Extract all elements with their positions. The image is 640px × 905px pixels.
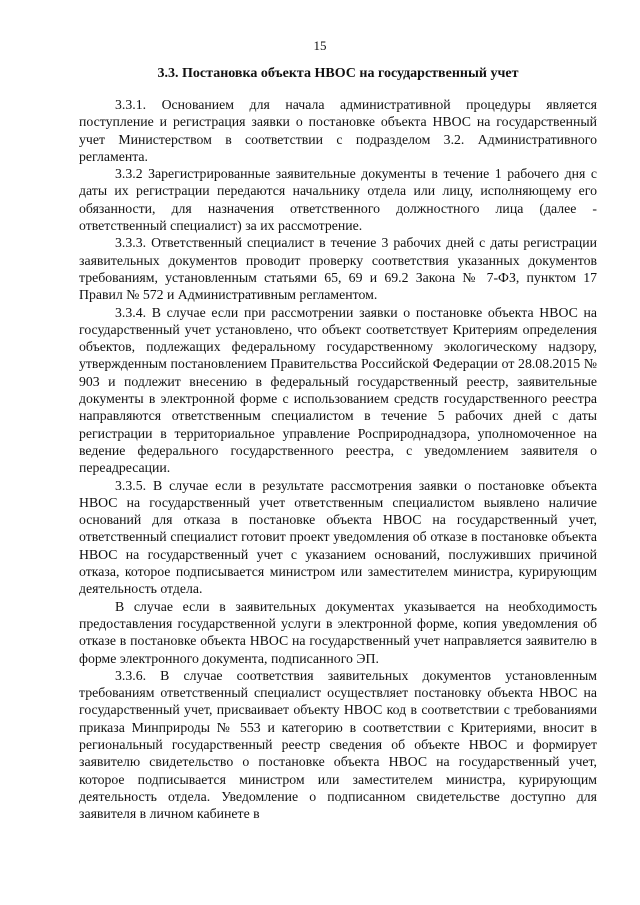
- paragraph-3-3-6: 3.3.6. В случае соответствия заявительных документов установленным требованиям ответственный специалист осуществляет постановку объекта НВОС на государственный учет, присваивает объекту НВОС код в соответствии с требованиями приказа Минприроды № 553 и категорию в соответствии с Критериями, вносит в региональный государственный реестр сведения об объекте НВОС и формирует заявителю свидетельство о постановке объекта НВОС на государственный учет, которое подписывается министром или заместителем министра, курирующим деятельность отдела. Уведомление о подписанном свидетельстве доступно для заявителя в личном кабинете в: [79, 667, 597, 822]
- page-number: 15: [313, 38, 327, 53]
- paragraph-3-3-5: 3.3.5. В случае если в результате рассмотрения заявки о постановке объекта НВОС на государственный учет ответственным специалистом выявлено наличие оснований для отказа в постановке объекта НВОС на государственный учет, ответственный специалист готовит проект уведомления об отказе в постановке объекта НВОС на государственный учет с указанием оснований, послуживших причиной отказа, которое подписывается министром или заместителем министра, курирующим деятельность отдела.: [79, 477, 597, 597]
- paragraph-3-3-4: 3.3.4. В случае если при рассмотрении заявки о постановке объекта НВОС на государственный учет установлено, что объект соответствует Критериям определения объектов, подлежащих федеральному государственному экологическому надзору, утвержденным постановлением Правительства Российской Федерации от 28.08.2015 № 903 и подлежит внесению в федеральный государственный реестр, заявительные документы в электронной форме с использованием средств государственного реестра направляются ответственным специалистом в течение 5 рабочих дней с даты регистрации в территориальное управление Росприроднадзора, уполномоченное на ведение федерального государственного реестра, с уведомлением заявителя о переадресации.: [79, 304, 597, 476]
- paragraph-3-3-3: 3.3.3. Ответственный специалист в течение 3 рабочих дней с даты регистрации заявительных документов проводит проверку соответствия указанных документов требованиям, установленным статьями 65, 69 и 69.2 Закона № 7-ФЗ, пунктом 17 Правил № 572 и Административным регламентом.: [79, 235, 597, 303]
- paragraph-electronic-form-note: В случае если в заявительных документах указывается на необходимость предоставления государственной услуги в электронной форме, копия уведомления об отказе в постановке объекта НВОС на государственный учет направляется заявителю в форме электронного документа, подписанного ЭП.: [79, 598, 597, 666]
- section-title: 3.3. Постановка объекта НВОС на государственный учет: [157, 66, 519, 81]
- document-body: [79, 96, 597, 822]
- paragraph-3-3-1: 3.3.1. Основанием для начала административной процедуры является поступление и регистрация заявки о постановке объекта НВОС на государственный учет Министерством в соответствии с подразделом 3.2. Административного регламента.: [79, 97, 597, 164]
- paragraph-3-3-2: 3.3.2 Зарегистрированные заявительные документы в течение 1 рабочего дня с даты их регистрации передаются начальнику отдела или лицу, исполняющему его обязанности, для назначения ответственного должностного лица (далее - ответственный специалист) за их рассмотрение.: [79, 166, 597, 234]
